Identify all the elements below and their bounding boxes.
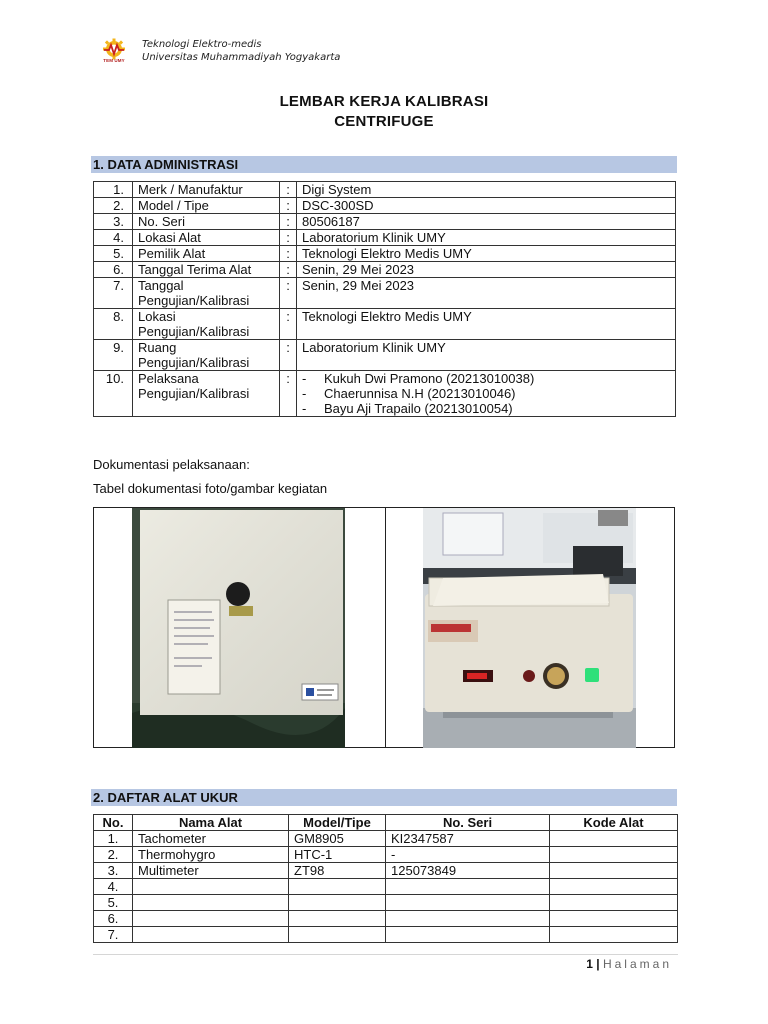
tools-cell-serial	[386, 879, 550, 895]
admin-row-label: Model / Tipe	[133, 198, 280, 214]
admin-row-value: Senin, 29 Mei 2023	[297, 278, 676, 309]
admin-row	[94, 182, 676, 198]
tools-cell-serial: -	[386, 847, 550, 863]
admin-row-label: Tanggal Terima Alat	[133, 262, 280, 278]
admin-row-colon: :	[280, 182, 297, 198]
admin-row	[94, 278, 676, 309]
tools-row	[94, 895, 678, 911]
admin-row-colon: :	[280, 309, 297, 340]
tools-cell-code	[550, 863, 678, 879]
tools-cell-no: 1.	[94, 831, 133, 847]
tools-cell-serial	[386, 911, 550, 927]
section-heading-administrasi: 1. DATA ADMINISTRASI	[91, 156, 677, 173]
admin-row-number: 8.	[94, 309, 133, 340]
admin-row	[94, 371, 676, 417]
tools-cell-code	[550, 847, 678, 863]
tools-cell-no: 2.	[94, 847, 133, 863]
tools-cell-name	[133, 927, 289, 943]
administration-table	[93, 181, 676, 417]
admin-row	[94, 198, 676, 214]
tools-cell-model: ZT98	[289, 863, 386, 879]
admin-row-number: 1.	[94, 182, 133, 198]
tools-cell-name: Tachometer	[133, 831, 289, 847]
admin-row-label: Ruang Pengujian/Kalibrasi	[133, 340, 280, 371]
admin-row-label: Lokasi Pengujian/Kalibrasi	[133, 309, 280, 340]
document-title: LEMBAR KERJA KALIBRASI	[279, 93, 489, 110]
tools-cell-no: 7.	[94, 927, 133, 943]
tools-row	[94, 879, 678, 895]
footer-separator: |	[596, 957, 600, 971]
tools-cell-name: Multimeter	[133, 863, 289, 879]
admin-row-label: Pemilik Alat	[133, 246, 280, 262]
admin-row	[94, 262, 676, 278]
admin-row-number: 9.	[94, 340, 133, 371]
admin-row-label: No. Seri	[133, 214, 280, 230]
admin-row-colon: :	[280, 214, 297, 230]
admin-row-colon: :	[280, 198, 297, 214]
admin-row-value: Laboratorium Klinik UMY	[297, 340, 676, 371]
admin-row-value: Senin, 29 Mei 2023	[297, 262, 676, 278]
col-header-name: Nama Alat	[133, 815, 289, 831]
admin-row	[94, 214, 676, 230]
documentation-label: Dokumentasi pelaksanaan:	[93, 457, 250, 472]
admin-row	[94, 340, 676, 371]
tools-cell-code	[550, 911, 678, 927]
admin-row-number: 5.	[94, 246, 133, 262]
admin-row-label: Pelaksana Pengujian/Kalibrasi	[133, 371, 280, 417]
col-header-no: No.	[94, 815, 133, 831]
admin-row-number: 3.	[94, 214, 133, 230]
col-header-serial: No. Seri	[386, 815, 550, 831]
tools-cell-code	[550, 927, 678, 943]
tools-cell-no: 6.	[94, 911, 133, 927]
tools-cell-serial	[386, 927, 550, 943]
tools-cell-name: Thermohygro	[133, 847, 289, 863]
admin-row-number: 4.	[94, 230, 133, 246]
tools-cell-name	[133, 879, 289, 895]
admin-row-colon: :	[280, 278, 297, 309]
page-footer	[586, 957, 672, 971]
admin-row	[94, 246, 676, 262]
photo-table	[93, 507, 675, 748]
tools-cell-model	[289, 879, 386, 895]
admin-row-value: Laboratorium Klinik UMY	[297, 230, 676, 246]
admin-row-colon: :	[280, 262, 297, 278]
tools-cell-model	[289, 911, 386, 927]
footer-halaman-label: Halaman	[602, 957, 672, 971]
admin-row-colon: :	[280, 371, 297, 417]
admin-row-label: Lokasi Alat	[133, 230, 280, 246]
tools-cell-model: GM8905	[289, 831, 386, 847]
tools-cell-serial	[386, 895, 550, 911]
pelaksana-list	[302, 371, 670, 416]
footer-rule	[93, 954, 678, 955]
admin-row-value: Teknologi Elektro Medis UMY	[297, 309, 676, 340]
admin-row-value: DSC-300SD	[297, 198, 676, 214]
pelaksana-item: - Bayu Aji Trapailo (20213010054)	[302, 401, 670, 416]
pelaksana-item: - Kukuh Dwi Pramono (20213010038)	[302, 371, 670, 386]
admin-row-value	[297, 371, 676, 417]
admin-row-value: Teknologi Elektro Medis UMY	[297, 246, 676, 262]
tools-cell-name	[133, 895, 289, 911]
institution-name	[142, 38, 340, 64]
admin-row-value: 80506187	[297, 214, 676, 230]
tools-row	[94, 863, 678, 879]
tools-cell-no: 5.	[94, 895, 133, 911]
admin-row	[94, 309, 676, 340]
admin-row-label: Merk / Manufaktur	[133, 182, 280, 198]
documentation-caption: Tabel dokumentasi foto/gambar kegiatan	[93, 481, 328, 496]
tools-row	[94, 927, 678, 943]
measuring-tools-table	[93, 814, 678, 943]
institution-logo: TEM UMY	[100, 38, 128, 66]
tools-cell-name	[133, 911, 289, 927]
tools-row	[94, 847, 678, 863]
tools-row	[94, 911, 678, 927]
admin-row-label: Tanggal Pengujian/Kalibrasi	[133, 278, 280, 309]
admin-row-number: 10.	[94, 371, 133, 417]
letterhead	[100, 38, 340, 68]
admin-row-colon: :	[280, 246, 297, 262]
tools-row	[94, 831, 678, 847]
admin-row-colon: :	[280, 340, 297, 371]
tools-cell-no: 4.	[94, 879, 133, 895]
admin-row-number: 6.	[94, 262, 133, 278]
institution-line2: Universitas Muhammadiyah Yogyakarta	[142, 52, 341, 63]
tools-cell-code	[550, 879, 678, 895]
photo-divider	[385, 508, 386, 747]
admin-row-number: 2.	[94, 198, 133, 214]
institution-line1: Teknologi Elektro-medis	[142, 39, 262, 50]
pelaksana-item: - Chaerunnisa N.H (20213010046)	[302, 386, 670, 401]
document-subtitle: CENTRIFUGE	[334, 113, 434, 130]
tools-cell-serial: KI2347587	[386, 831, 550, 847]
admin-row	[94, 230, 676, 246]
tools-cell-serial: 125073849	[386, 863, 550, 879]
col-header-code: Kode Alat	[550, 815, 678, 831]
admin-row-colon: :	[280, 230, 297, 246]
admin-row-number: 7.	[94, 278, 133, 309]
tools-cell-model	[289, 927, 386, 943]
tools-cell-no: 3.	[94, 863, 133, 879]
tools-cell-code	[550, 895, 678, 911]
centrifuge-front-photo	[423, 508, 636, 748]
tools-cell-model: HTC-1	[289, 847, 386, 863]
admin-row-value: Digi System	[297, 182, 676, 198]
col-header-model: Model/Tipe	[289, 815, 386, 831]
section-heading-alat-ukur: 2. DAFTAR ALAT UKUR	[91, 789, 677, 806]
tools-cell-code	[550, 831, 678, 847]
page-number: 1	[586, 957, 593, 971]
tools-cell-model	[289, 895, 386, 911]
centrifuge-top-photo	[132, 508, 345, 748]
tools-header-row	[94, 815, 678, 831]
